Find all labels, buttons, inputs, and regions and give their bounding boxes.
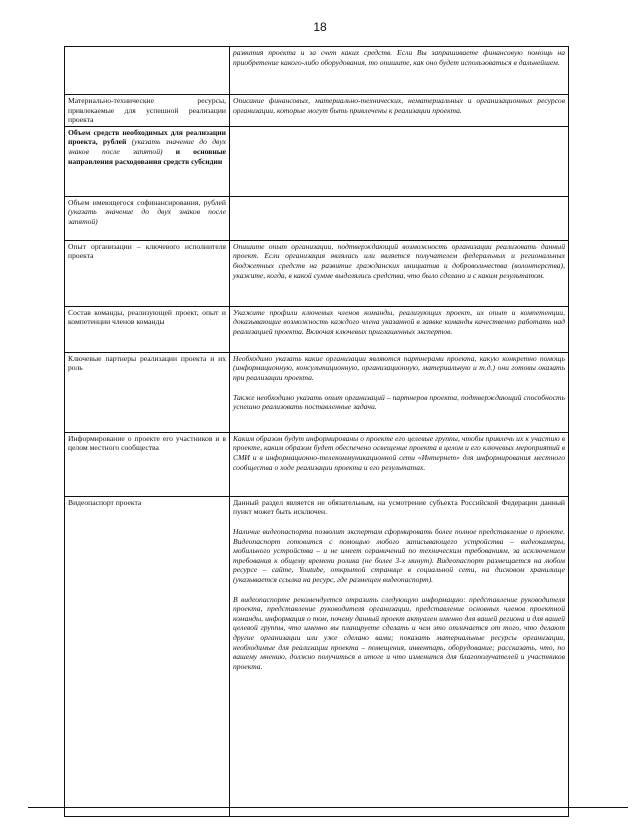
table-row [65, 496, 569, 816]
row-label-required-funds [65, 126, 230, 196]
description-paragraph: Каким образом будут информированы о проекте его целевые группы, чтобы привлечь их к участию в проекте, каким образом будет обеспечено освещение проекта в целом и его ключевых мероприятий в СМИ и в информационно-телекоммуникационной сети «Интернет» для информирования местного сообщества о ходе реализации проекта и его результатах. [233, 433, 565, 472]
row-description-empty [230, 126, 569, 196]
table-row [65, 47, 569, 95]
label-tail: и основные направления расходования средств субсидии [68, 146, 226, 166]
description-paragraph: В видеопаспорте рекомендуется отразить следующую информацию: представление руководителя проекта, представление руководителя организации, представление основных членов проектной команды, информация о том, почему данный проект актуален именно для вашей региона и для вашей целевой группы, что именно вы планируете сделать и чем это отличается от того, что делают другие организации или уже сделано вами; показать материальные ресурсы организации, необходимые для реализации проекта – помещения, инвентарь, оборудование; рассказать, что, по вашему мнению, должно получиться в итоге и что изменится для благополучателей и участников проекта. [233, 594, 565, 671]
row-label-informing: Информирование о проекте его участников и в целом местного сообщества [65, 432, 230, 496]
footer-rule [28, 807, 628, 808]
row-label-video-passport: Видеопаспорт проекта [65, 496, 230, 816]
description-paragraph: Описание финансовых, материально-технических, нематериальных и организационных ресурсов организации, которые могут быть привлечены к реализации проекта. [233, 96, 565, 115]
table-row [65, 126, 569, 196]
label-note: (указать значение до двух знаков после запятой) [68, 207, 226, 226]
row-label-partners: Ключевые партнеры реализации проекта и их роль [65, 352, 230, 432]
row-description [230, 95, 569, 127]
description-paragraph: Наличие видеопаспорта позволит экспертам сформировать более полное представление о проекте. Видеопаспорт готовится с помощью любого записывающего устройства – видеокамеры, мобильного устройства – и не имеет ограничений по техническим требованиям, за исключением требования к общему времени ролика (не более 3-х минут). Видеопаспорт размещается на любом ресурсе – сайте, Youtube, открытой странице в социальной сети, на дисковом хранилище (указывается ссылка на ресурс, где размещен видеопаспорт). [233, 526, 565, 584]
row-description [230, 47, 569, 95]
description-paragraph: Также необходимо указать опыт организаций – партнеров проекта, подтверждающий способность успешно реализовать поставленные задачи. [233, 392, 565, 412]
table-row [65, 352, 569, 432]
row-description-empty [230, 196, 569, 240]
project-form-table [64, 46, 569, 817]
label-text: Объем средств необходимых для реализации проекта, рублей [68, 127, 226, 147]
row-description [230, 432, 569, 496]
row-label-continued [65, 47, 230, 95]
row-description [230, 306, 569, 352]
row-description [230, 496, 569, 816]
description-paragraph: Необходимо указать какие организации являются партнерами проекта, какую конкретно помощь (информационную, консультационную, организационную, материальную и т.д.) они готовы оказать при реализации проекта. [233, 353, 565, 382]
label-note: (указать значение до двух знаков после запятой) [68, 137, 226, 156]
label-text: Объем имеющегося софинансирования, рублей [68, 197, 226, 207]
table-row [65, 95, 569, 127]
row-label-cofinancing [65, 196, 230, 240]
row-label-organization-experience: Опыт организации – ключевого исполнителя проекта [65, 240, 230, 306]
table-row [65, 196, 569, 240]
description-paragraph: развития проекта и за счет каких средств. Если Вы запрашиваете финансовую помощь на приобретение какого-либо оборудования, то опишите, как оно будет использоваться в дальнейшем. [233, 48, 565, 67]
row-description [230, 352, 569, 432]
table-row [65, 240, 569, 306]
row-label-team: Состав команды, реализующей проект, опыт и компетенции членов команды [65, 306, 230, 352]
description-paragraph: Опишите опыт организации, подтверждающий возможность организации реализовать данный проект. Если организация являлась или является получателем федеральных и региональных бюджетных средств на развитие гражданских инициатив и добровольчества (волонтерства), укажите, когда, в какой сумме выделялись средства, что было сделано и с каким результатом. [233, 241, 565, 280]
description-paragraph: Укажите профили ключевых членов команды, реализующих проект, их опыт и компетенции, доказывающие возможность каждого члена указанной в заявке команды качественно работать над реализацией проекта. Включая ключевых приглашенных экспертов. [233, 307, 565, 336]
page-number: 18 [313, 20, 327, 34]
row-label-material-resources: Материально-технические ресурсы, привлекаемые для успешной реализации проекта [65, 95, 230, 127]
table-row [65, 432, 569, 496]
table-row [65, 306, 569, 352]
row-description [230, 240, 569, 306]
description-optional-note: Данный раздел является не обязательным, на усмотрение субъекта Российской Федерации данный пункт может быть исключен. [233, 497, 565, 517]
